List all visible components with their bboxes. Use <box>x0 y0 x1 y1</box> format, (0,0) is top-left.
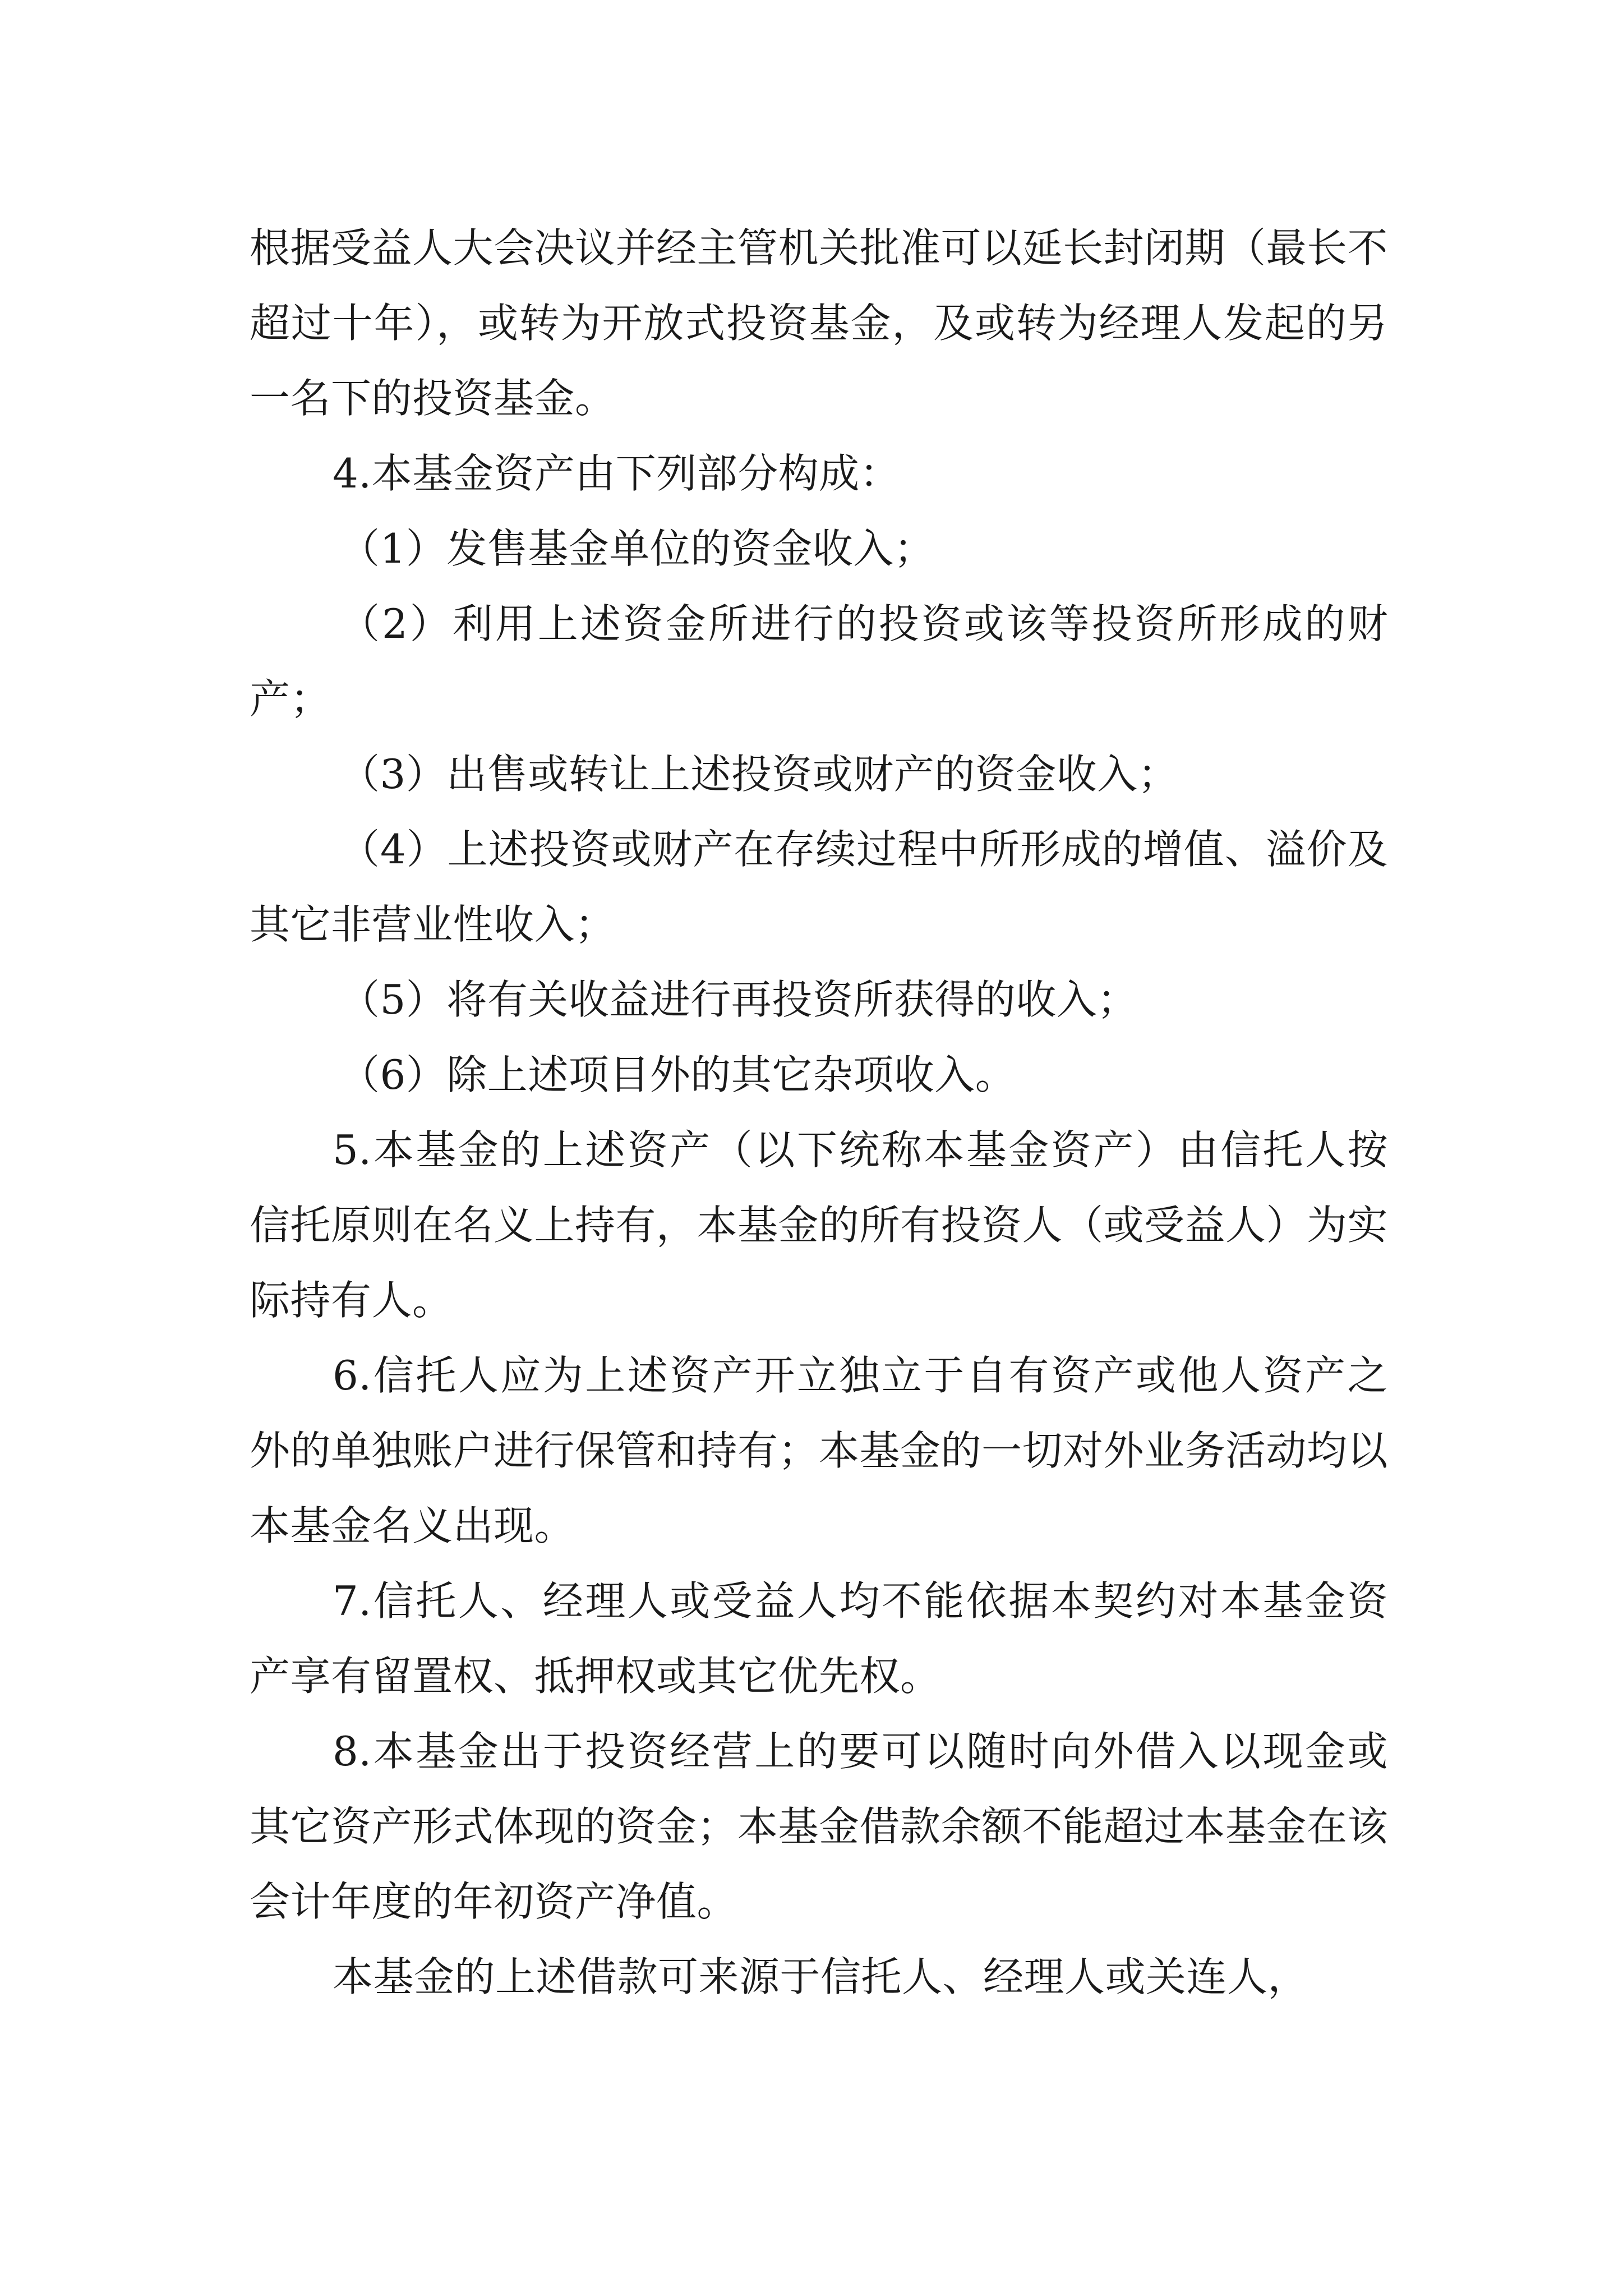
clause-4-heading: 4.本基金资产由下列部分构成： <box>333 450 901 497</box>
clause-4-item-5: （5）将有关收益进行再投资所获得的收入； <box>339 976 1138 1023</box>
clause-8-continuation: 本基金的上述借款可来源于信托人、经理人或关连人， <box>333 1953 1309 2000</box>
clause-5: 5.本基金的上述资产（以下统称本基金资产）由信托人按信托原则在名义上持有，本基金的所有投资人（或受益人）为实际持有人。 <box>250 1126 1389 1324</box>
clause-8: 8.本基金出于投资经营上的要可以随时向外借入以现金或其它资产形式体现的资金；本基金借款余额不能超过本基金在该会计年度的年初资产净值。 <box>250 1728 1389 1925</box>
clause-4-item-3: （3）出售或转让上述投资或财产的资金收入； <box>339 751 1179 798</box>
clause-4-item-4: （4）上述投资或财产在存续过程中所形成的增值、溢价及其它非营业性收入； <box>250 826 1388 948</box>
paragraph-continuation: 根据受益人大会决议并经主管机关批准可以延长封闭期（最长不超过十年），或转为开放式投资基金，及或转为经理人发起的另一名下的投资基金。 <box>250 224 1389 422</box>
clause-4-item-6: （6）除上述项目外的其它杂项收入。 <box>339 1051 1016 1098</box>
clause-6: 6.信托人应为上述资产开立独立于自有资产或他人资产之外的单独账户进行保管和持有；本基金的一切对外业务活动均以本基金名义出现。 <box>250 1352 1389 1549</box>
document-body <box>250 210 1388 2014</box>
clause-7: 7.信托人、经理人或受益人均不能依据本契约对本基金资产享有留置权、抵押权或其它优先权。 <box>250 1577 1388 1700</box>
clause-4-item-1: （1）发售基金单位的资金收入； <box>339 525 935 572</box>
clause-4-item-2: （2）利用上述资金所进行的投资或该等投资所形成的财产； <box>250 600 1388 723</box>
